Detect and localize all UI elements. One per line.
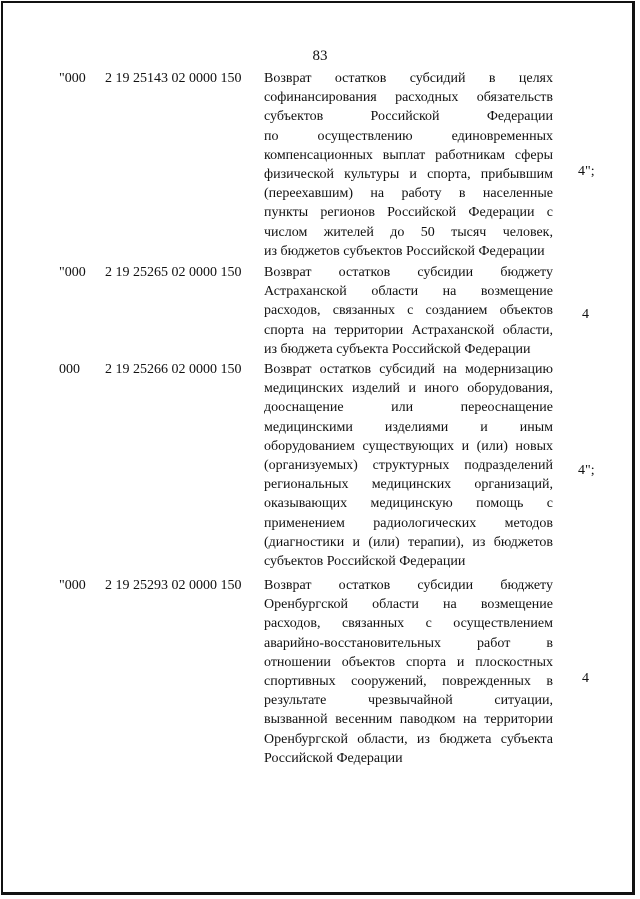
description-line: по осуществлению единовременных xyxy=(264,128,553,144)
description-line: вызванной весенним паводком на территории xyxy=(264,712,553,728)
description-line: применением радиологических методов xyxy=(264,515,553,531)
row-value: 4"; xyxy=(578,463,595,478)
description-line: софинансирования расходных обязательств xyxy=(264,90,553,106)
description-line: Возврат остатков субсидий на модернизацию xyxy=(264,362,553,377)
description-line: Возврат остатков субсидий в целях xyxy=(264,71,553,86)
description-line: спортивных сооружений, поврежденных в xyxy=(264,674,553,690)
page-number: 83 xyxy=(312,48,328,64)
description-line: пункты регионов Российской Федерации с xyxy=(264,205,553,221)
description-line: физической культуры и спорта, прибывшим xyxy=(264,167,553,183)
row-description xyxy=(264,263,553,359)
row-description xyxy=(264,69,553,261)
row-prefix: 000 xyxy=(59,362,80,377)
description-line: Возврат остатков субсидии бюджету xyxy=(264,578,553,593)
description-line: расходов, связанных с созданием объектов xyxy=(264,303,553,319)
description-line: Российской Федерации xyxy=(264,750,403,766)
description-line: субъектов Российской Федерации xyxy=(264,109,553,125)
budget-code: 2 19 25266 02 0000 150 xyxy=(105,362,242,377)
row-value: 4"; xyxy=(578,164,595,179)
description-line: оборудованием существующих и (или) новых xyxy=(264,438,553,454)
description-line: региональных медицинских организаций, xyxy=(264,477,553,493)
description-line: результате чрезвычайной ситуации, xyxy=(264,693,553,709)
description-line: (переехавшим) на работу в населенные xyxy=(264,186,553,202)
row-value: 4 xyxy=(582,671,589,686)
description-line: медицинских изделий и иного оборудования, xyxy=(264,381,553,397)
description-line: аварийно-восстановительных работ в xyxy=(264,635,553,651)
row-prefix: "000 xyxy=(59,578,86,593)
budget-code: 2 19 25143 02 0000 150 xyxy=(105,71,242,86)
row-value: 4 xyxy=(582,307,589,322)
description-line: медицинскими изделиями и иным xyxy=(264,419,553,435)
description-line: (диагностики и (или) терапии), из бюджетов xyxy=(264,534,553,550)
row-description xyxy=(264,360,553,571)
description-line: из бюджета субъекта Российской Федерации xyxy=(264,341,531,357)
description-line: компенсационных выплат работникам сферы xyxy=(264,147,553,163)
description-line: Астраханской области на возмещение xyxy=(264,284,553,300)
description-line: расходов, связанных с осуществлением xyxy=(264,616,553,632)
description-line: Оренбургской области на возмещение xyxy=(264,597,553,613)
description-line: спорта на территории Астраханской области, xyxy=(264,322,553,338)
row-prefix: "000 xyxy=(59,71,86,86)
description-line: оказывающих медицинскую помощь с xyxy=(264,496,553,512)
row-prefix: "000 xyxy=(59,265,86,280)
description-line: дооснащение или переоснащение xyxy=(264,400,553,416)
description-line: Возврат остатков субсидии бюджету xyxy=(264,265,553,280)
budget-code: 2 19 25265 02 0000 150 xyxy=(105,265,242,280)
row-description xyxy=(264,576,553,768)
description-line: из бюджетов субъектов Российской Федерации xyxy=(264,243,545,259)
document-page xyxy=(1,1,635,895)
description-line: Оренбургской области, из бюджета субъекта xyxy=(264,731,553,747)
description-line: субъектов Российской Федерации xyxy=(264,554,466,570)
budget-code: 2 19 25293 02 0000 150 xyxy=(105,578,242,593)
description-line: числом жителей до 50 тысяч человек, xyxy=(264,224,553,240)
description-line: отношении объектов спорта и плоскостных xyxy=(264,654,553,670)
description-line: (организуемых) структурных подразделений xyxy=(264,458,553,474)
